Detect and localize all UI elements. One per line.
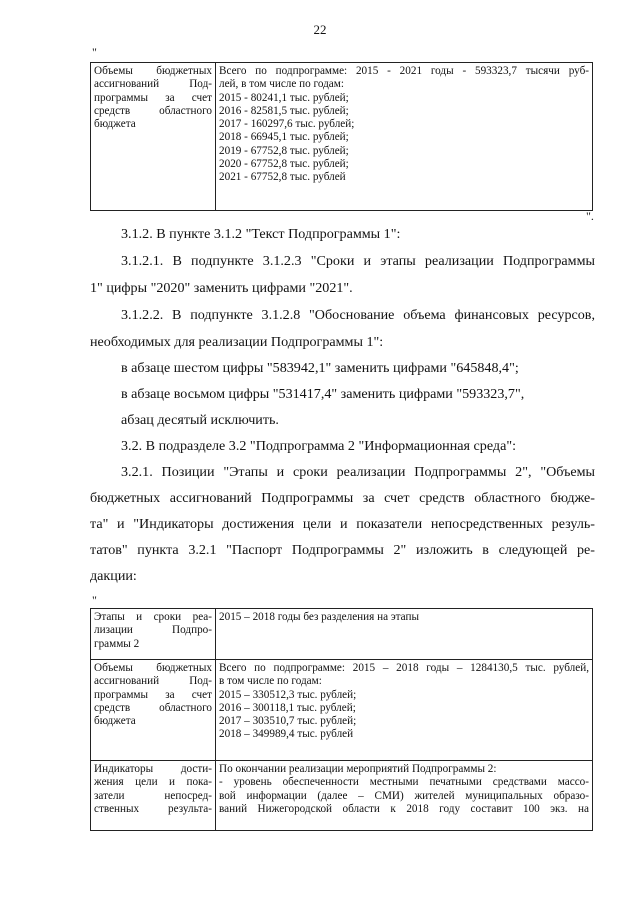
label-line: Объемы бюджетных	[94, 65, 212, 77]
value-line: 2017 – 303510,7 тыс. рублей;	[219, 715, 357, 728]
paragraph-abzac-10: абзац десятый исключить.	[121, 412, 279, 428]
paragraph-3-2-1-line-1: 3.2.1. Позиции "Этапы и сроки реализации Подпрограммы 2", "Объемы	[121, 464, 595, 480]
paragraph-3-2-1-line-5: дакции:	[90, 568, 137, 584]
label-line: ассигнований Под-	[94, 78, 212, 91]
passport-table-subprogram-2	[90, 608, 593, 831]
value-line: 2018 - 66945,1 тыс. рублей;	[219, 131, 349, 144]
budget-table-subprogram-1	[90, 62, 593, 211]
label-line: Объемы бюджетных	[94, 662, 212, 674]
paragraph-3-2-1-line-2: бюджетных ассигнований Подпрограммы за счет средств областного бюдже-	[90, 490, 595, 506]
label-line: средств областного	[94, 701, 212, 714]
label-line: бюджета	[94, 715, 136, 728]
paragraph-3-2-1-line-4: татов" пункта 3.2.1 "Паспорт Подпрограммы 2" изложить в следующей ре-	[90, 542, 595, 558]
row-label	[91, 761, 216, 831]
paragraph-3-2-1-line-3: та" и "Индикаторы достижения цели и показатели непосредственных резуль-	[90, 516, 595, 532]
paragraph-abzac-8: в абзаце восьмом цифры "531417,4" заменить цифрами "593323,7",	[121, 386, 525, 402]
closing-quote: ".	[586, 209, 594, 223]
label-line: ассигнований Под-	[94, 675, 212, 688]
value-line: лей, в том числе по годам:	[219, 78, 344, 91]
value-line: - уровень обеспеченности местными печатными средствами массо-	[219, 776, 589, 789]
value-line: 2019 - 67752,8 тыс. рублей;	[219, 144, 349, 157]
table-row	[91, 63, 593, 211]
label-line: граммы 2	[94, 637, 140, 650]
paragraph-3-1-2-1-line-2: 1" цифры "2020" заменить цифрами "2021".	[90, 280, 353, 296]
label-line: программы за счет	[94, 91, 212, 104]
label-line: Индикаторы дости-	[94, 763, 212, 775]
value-line: 2021 - 67752,8 тыс. рублей	[219, 171, 346, 184]
value-line: Всего по подпрограмме: 2015 - 2021 годы - 593323,7 тысячи руб-	[219, 65, 589, 77]
opening-quote-2: "	[92, 593, 97, 607]
value-line: 2018 – 349989,4 тыс. рублей	[219, 728, 354, 741]
value-line: ваний Нижегородской области к 2018 году составит 100 экз. на	[219, 802, 589, 815]
value-line: Всего по подпрограмме: 2015 – 2018 годы – 1284130,5 тыс. рублей,	[219, 662, 589, 674]
row-value	[216, 761, 593, 831]
label-line: затели непосред-	[94, 789, 212, 802]
label-line: лизации Подпро-	[94, 624, 212, 637]
row-value	[216, 63, 593, 211]
value-line: 2015 – 330512,3 тыс. рублей;	[219, 688, 357, 701]
row-label	[91, 63, 216, 211]
paragraph-3-1-2-2-line-1: 3.1.2.2. В подпункте 3.1.2.8 "Обоснование объема финансовых ресурсов,	[121, 307, 595, 323]
paragraph-abzac-6: в абзаце шестом цифры "583942,1" заменить цифрами "645848,4";	[121, 360, 519, 376]
row-label	[91, 609, 216, 660]
value-line: в том числе по годам:	[219, 675, 322, 688]
label-line: программы за счет	[94, 688, 212, 701]
label-line: ственных результа-	[94, 802, 212, 815]
label-line: Этапы и сроки реа-	[94, 611, 212, 623]
value-line: вой информации (далее – СМИ) жителей муниципальных образо-	[219, 789, 589, 802]
paragraph-3-1-2-2-line-2: необходимых для реализации Подпрограммы 1":	[90, 334, 384, 350]
paragraph-3-1-2: 3.1.2. В пункте 3.1.2 "Текст Подпрограммы 1":	[121, 226, 401, 242]
label-line: средств областного	[94, 104, 212, 117]
row-label	[91, 660, 216, 761]
table-row	[91, 609, 593, 660]
paragraph-3-1-2-1-line-1: 3.1.2.1. В подпункте 3.1.2.3 "Сроки и этапы реализации Подпрограммы	[121, 253, 595, 269]
value-line: 2016 - 82581,5 тыс. рублей;	[219, 104, 349, 117]
opening-quote: "	[92, 45, 97, 59]
table-row	[91, 761, 593, 831]
page-number: 22	[313, 22, 327, 37]
table-row	[91, 660, 593, 761]
value-line: 2020 - 67752,8 тыс. рублей;	[219, 158, 349, 171]
paragraph-3-2: 3.2. В подразделе 3.2 "Подпрограмма 2 "Информационная среда":	[121, 438, 516, 454]
value-line: 2016 – 300118,1 тыс. рублей;	[219, 701, 356, 714]
label-line: бюджета	[94, 118, 136, 131]
value-line: 2015 - 80241,1 тыс. рублей;	[219, 91, 349, 104]
label-line: жения цели и пока-	[94, 776, 212, 789]
value-line: По окончании реализации мероприятий Подпрограммы 2:	[219, 763, 497, 775]
value-line: 2015 – 2018 годы без разделения на этапы	[219, 611, 419, 623]
row-value	[216, 660, 593, 761]
value-line: 2017 - 160297,6 тыс. рублей;	[219, 118, 355, 131]
row-value	[216, 609, 593, 660]
